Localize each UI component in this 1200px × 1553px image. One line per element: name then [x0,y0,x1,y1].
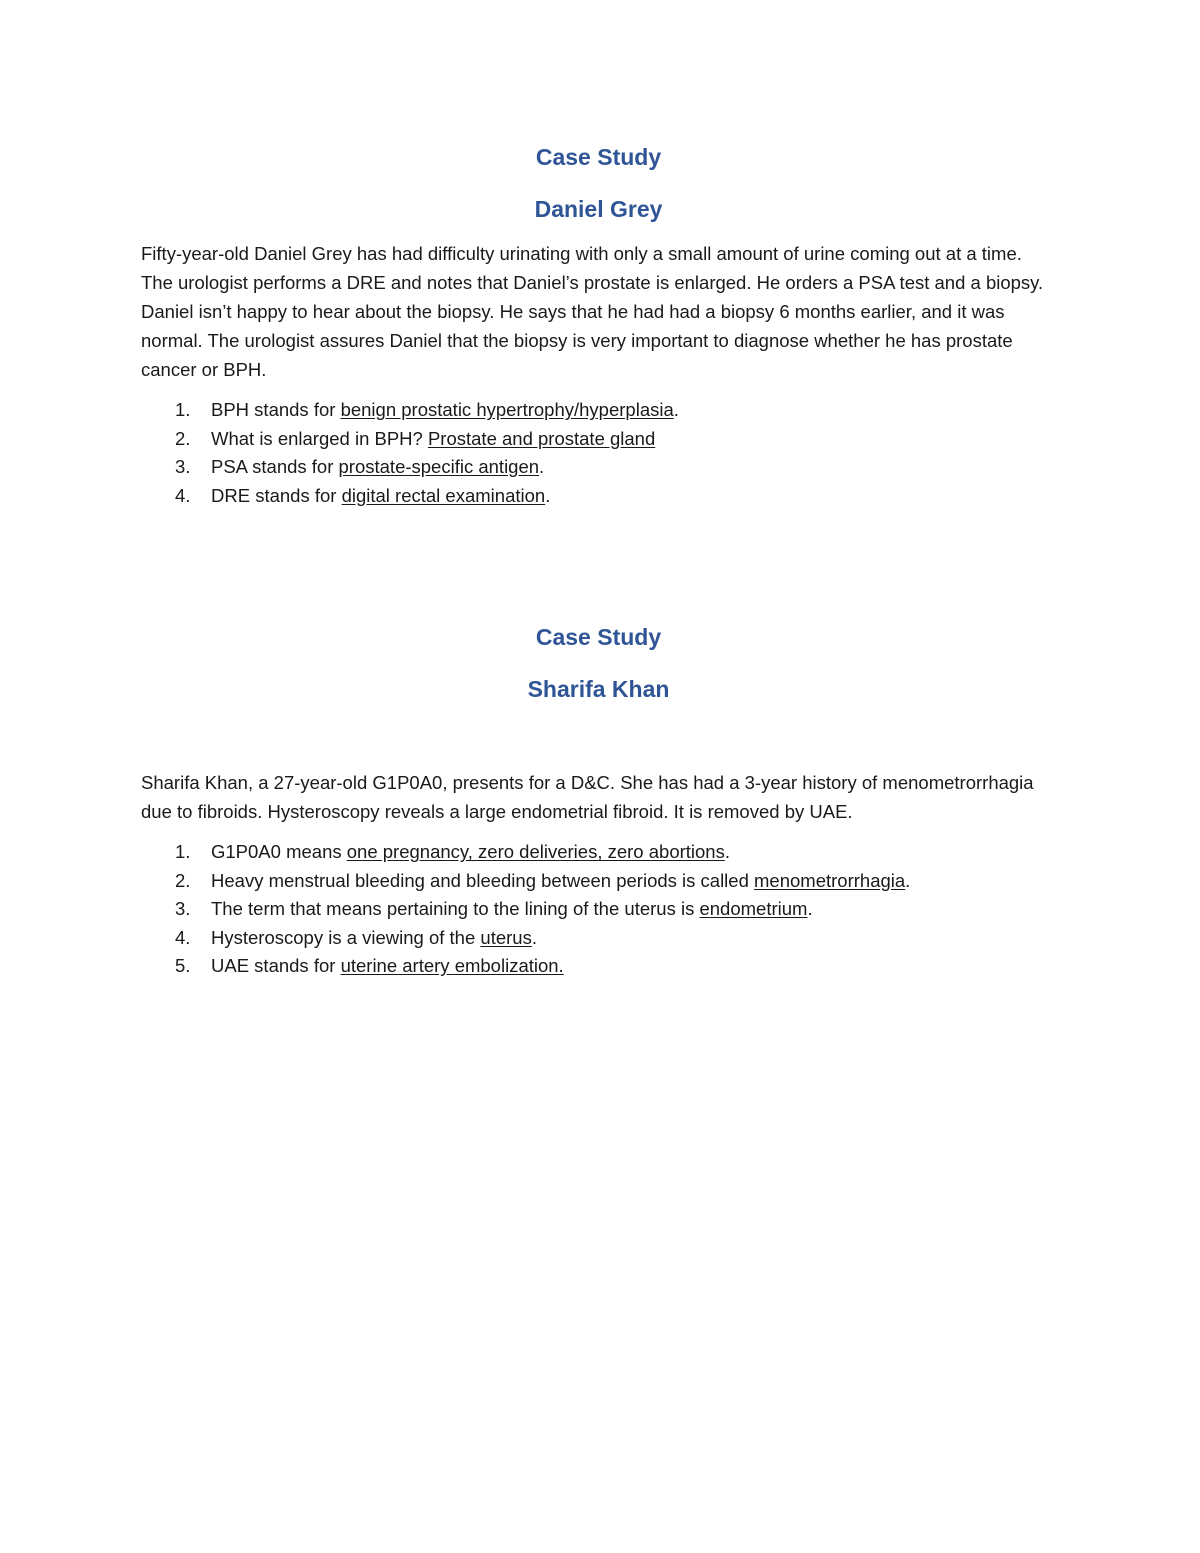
question-answer: digital rectal examination [341,484,546,506]
question-answer: menometrorrhagia [754,869,906,891]
question-number: 1. [175,399,191,420]
question-answer: one pregnancy, zero deliveries, zero abortions [346,841,725,862]
question-list [141,396,1056,510]
question-item [141,425,1056,454]
question-suffix: . [807,898,813,919]
question-prompt: DRE stands for [211,484,342,506]
question-answer: benign prostatic hypertrophy/hyperplasia [340,399,674,420]
question-prompt: PSA stands for [211,456,339,477]
case-study-title: Case Study [535,144,662,170]
case-study-title: Case Study [535,624,662,650]
question-list [141,838,1056,981]
question-item [141,396,1056,425]
question-item [141,952,1056,981]
case-study-daniel-grey [141,142,1056,510]
case-narrative: Sharifa Khan, a 27-year-old G1P0A0, presents for a D&C. She has had a 3-year history of menometrorrhagia due to fibroids. Hysteroscopy reveals a large endometrial fibroid. It is removed by UAE. [141,772,1034,822]
question-item [141,867,1056,896]
question-answer: uterine artery embolization. [340,955,564,976]
question-prompt: BPH stands for [211,399,341,420]
question-number: 3. [175,898,191,919]
question-number: 3. [175,456,191,477]
question-answer: endometrium [699,898,808,919]
question-item [141,482,1056,511]
question-number: 2. [175,427,191,449]
question-number: 5. [175,955,191,976]
question-number: 1. [175,841,191,862]
question-suffix: . [539,456,545,477]
question-item [141,895,1056,924]
question-prompt: UAE stands for [211,955,341,976]
question-item [141,453,1056,482]
question-suffix: . [531,926,537,948]
question-answer: uterus [480,926,532,948]
question-answer: Prostate and prostate gland [427,427,656,449]
question-item [141,838,1056,867]
question-prompt: Heavy menstrual bleeding and bleeding between periods is called [211,869,755,891]
question-prompt: Hysteroscopy is a viewing of the [211,926,481,948]
question-prompt: G1P0A0 means [211,841,347,862]
case-narrative: Fifty-year-old Daniel Grey has had difficulty urinating with only a small amount of urine coming out at a time. The urologist performs a DRE and notes that Daniel’s prostate is enlarged. He orders a PSA test and a biopsy. Daniel isn’t happy to hear about the biopsy. He says that he had had a biopsy 6 months earlier, and it was normal. The urologist assures Daniel that the biopsy is very important to diagnose whether he has prostate cancer or BPH. [141,243,1044,380]
question-suffix: . [905,869,911,891]
question-number: 2. [175,869,191,891]
question-prompt: The term that means pertaining to the lining of the uterus is [211,898,700,919]
question-prompt: What is enlarged in BPH? [211,427,428,449]
question-suffix: . [673,399,679,420]
question-suffix: . [545,484,551,506]
question-number: 4. [175,926,191,948]
patient-name-heading: Daniel Grey [534,196,663,222]
case-study-sharifa-khan [141,622,1056,981]
question-answer: prostate-specific antigen [338,456,540,477]
question-number: 4. [175,484,191,506]
question-suffix: . [724,841,730,862]
patient-name-heading: Sharifa Khan [527,676,670,702]
question-item [141,924,1056,953]
